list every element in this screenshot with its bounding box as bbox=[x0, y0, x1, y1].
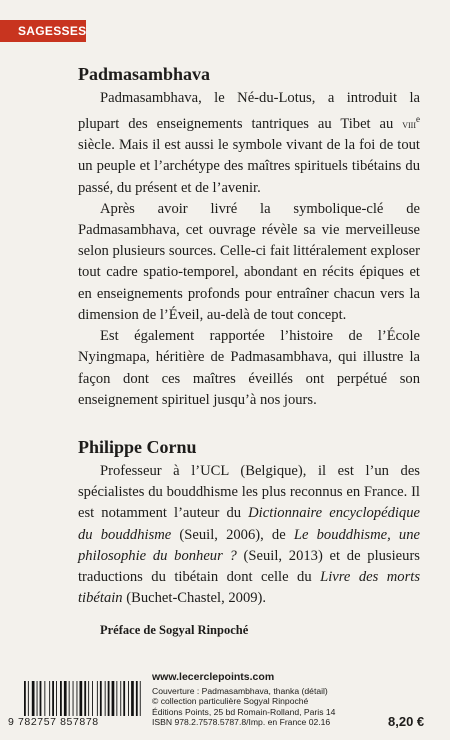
paragraph: Est également rapportée l’histoire de l’École Nyingmapa, héritière de Padmasambhava, qui illustre la façon dont ces maîtres éveillés ont perpétué son enseignement spirituel jusqu’à nos jours. bbox=[78, 328, 420, 408]
credits bbox=[152, 686, 335, 728]
preface-credit: Préface de Sogyal Rinpoché bbox=[100, 623, 249, 637]
credit-line: Couverture : Padmasambhava, thanka (détail) bbox=[152, 686, 328, 696]
paragraph: Après avoir livré la symbolique-clé de Padmasambhava, cet ouvrage révèle sa vie merveilleuse selon plusieurs sources. Celle-ci fait littéralement exploser tout cadre spatio-temporel, abondant en récits épiques et en enseignements profonds pour entraîner chacun vers la dimension de l’Éveil, au-delà de tout concept. bbox=[78, 200, 420, 323]
author-bio-text bbox=[78, 461, 420, 609]
description-text bbox=[78, 88, 420, 411]
section-title-padmasambhava: Padmasambhava bbox=[78, 64, 211, 84]
paragraph: Padmasambhava, le Né-du-Lotus, a introduit la plupart des enseignements tantriques au Tibet au viii$^e$ siècle. Mais il est aussi le symbole vivant de la foi de tout un peuple et l’archétype des maîtres spirituels tibétains du passé, du présent et de l’avenir. bbox=[78, 90, 420, 196]
price: 8,20 € bbox=[388, 714, 425, 729]
credit-line: ISBN 978.2.7578.5787.8/Imp. en France 02.16 bbox=[152, 717, 331, 728]
collection-badge: SAGESSES bbox=[0, 20, 86, 42]
credit-line: © collection particulière Sogyal Rinpoché bbox=[152, 696, 309, 707]
website-url: www.lecerclepoints.com bbox=[152, 671, 275, 683]
barcode-number: 9 782757 857878 bbox=[8, 716, 148, 728]
paragraph: Professeur à l’UCL (Belgique), il est l’un des spécialistes du bouddhisme les plus reconnus en France. Il est notamment l’auteur du Dictionnaire encyclopédique du bouddhisme (Seuil, 2006), de Le bouddhisme, une philosophie du bonheur ? (Seuil, 2013) et de plusieurs traductions du tibétain dont celle du Livre des morts tibétain (Buchet-Chastel, 2009). bbox=[78, 463, 420, 607]
barcode bbox=[18, 681, 146, 737]
credit-line: Éditions Points, 25 bd Romain-Rolland, Paris 14 bbox=[152, 706, 336, 717]
section-title-author: Philippe Cornu bbox=[78, 437, 197, 457]
